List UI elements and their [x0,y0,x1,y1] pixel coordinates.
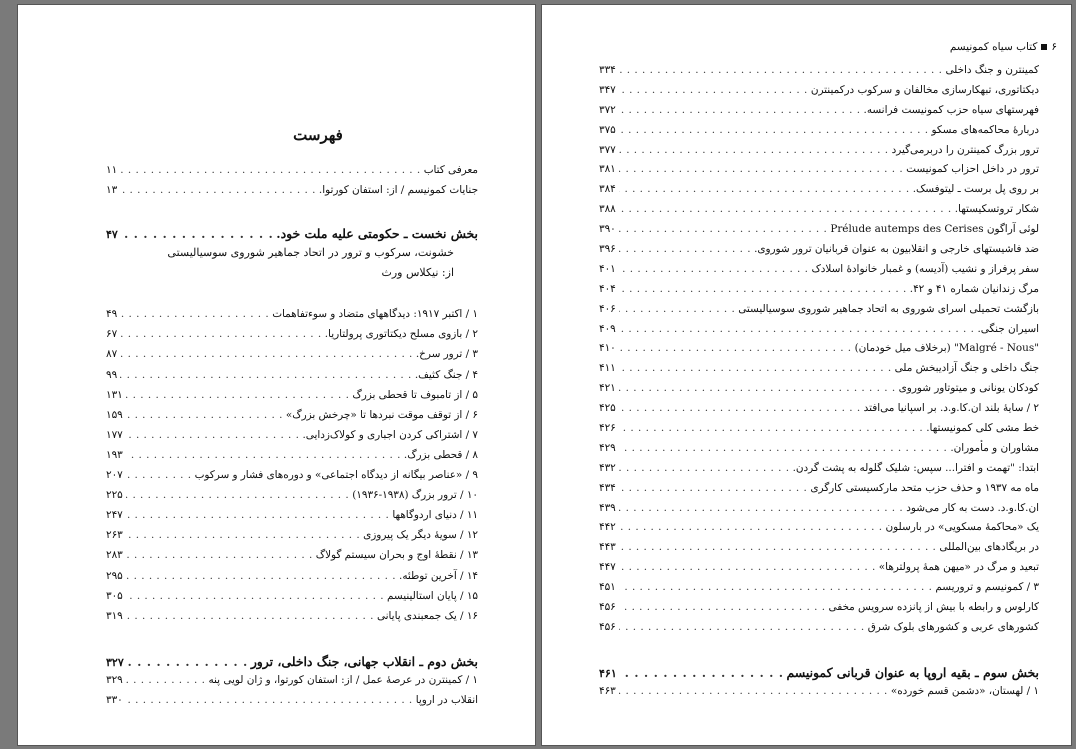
toc-entry: ۱ / کمینترن در عرصۀ عمل / از: استفان کورتوا، و ژان لویی پنه . . . ۳۲۹ [106,674,478,694]
toc-entry: ۵ / از تامبوف تا قحطی بزرگ . . . ۱۳۱ [106,389,478,409]
toc-entry: ۱۶ / یک جمعبندی پایانی . . . ۳۱۹ [106,610,478,630]
toc-entry: ضد فاشیستهای خارجی و انقلابیون به عنوان قربانیان ترور شوروی. . . . ۳۹۶ [599,243,1039,263]
book-title: کتاب سیاه کمونیسم [949,41,1038,53]
right-page [541,4,1072,746]
toc-entry: کودکان یونانی و میتوتاور شوروی . . . ۴۲۱ [599,382,1039,402]
toc-title: فهرست [293,126,343,144]
toc-entry: کمینترن و جنگ داخلی . . . ۳۳۴ [599,64,1039,84]
toc-entry: ترور در داخل احزاب کمونیست . . . ۳۸۱ [599,163,1039,183]
part1-author: از: نیکلاس ورث [381,266,454,280]
toc-entry: "Malgré - Nous" (برخلاف میل خودمان) . . . ۴۱۰ [599,342,1039,362]
toc-entry: ابتدا: "تهمت و افترا... سپس: شلیک گلوله به پشت گردن. . . . ۴۳۲ [599,462,1039,482]
toc-entry: ان.کا.و.د. دست به کار می‌شود . . . ۴۳۹ [599,502,1039,522]
toc-entry: جنگ داخلی و جنگ آزادیبخش ملی . . . ۴۱۱ [599,362,1039,382]
toc-entry: ۱۰ / ترور بزرگ (۱۹۳۸-۱۹۳۶) . . . ۲۲۵ [106,489,478,509]
part2-heading: بخش دوم ـ انقلاب جهانی، جنگ داخلی، ترور . . . ۳۲۷ [106,654,478,674]
toc-entry: ۱ / لهستان، «دشمن قسم خورده» . . . ۴۶۳ [599,685,1039,705]
toc-entry: ۳ / ترور سرخ. . . . ۸۷ [106,348,478,368]
toc-entry: جنایات کمونیسم / از: استفان کورتوا. . . . ۱۳ [106,184,478,204]
toc-entry: ماه مه ۱۹۳۷ و حذف حزب متحد مارکسیستی کارگری . . . ۴۳۴ [599,482,1039,502]
toc-entry: ۱۲ / سویۀ دیگر یک پیروزی . . . ۲۶۳ [106,529,478,549]
toc-entry: بازگشت تحمیلی اسرای شوروی به اتحاد جماهیر شوروی سوسیالیستی . . . ۴۰۶ [599,303,1039,323]
toc-entry: ۸ / قحطی بزرگ. . . . ۱۹۳ [106,449,478,469]
toc-entry: ترور بزرگ کمینترن را دربرمی‌گیرد . . . ۳۷۷ [599,144,1039,164]
toc-entry: خط مشی کلی کمونیستها. . . . ۴۲۶ [599,422,1039,442]
toc-entry: ۱۱ / دنیای اردوگاهها . . . ۲۴۷ [106,509,478,529]
toc-entry: ۲ / بازوی مسلح دیکتاتوری پرولتاریا. . . . ۶۷ [106,328,478,348]
running-head [950,41,1057,53]
toc-entry: ۷ / اشتراکی کردن اجباری و کولاک‌زدایی. . . . ۱۷۷ [106,429,478,449]
toc-entry: تبعید و مرگ در «میهن همۀ پرولترها» . . . ۴۴۷ [599,561,1039,581]
toc-entry: انقلاب در اروپا . . . ۳۳۰ [106,694,478,714]
square-bullet-icon [1041,44,1047,50]
page-number: ۶ [1051,41,1057,53]
toc-entry: اسیران جنگی. . . . ۴۰۹ [599,323,1039,343]
toc-entry: دربارۀ محاکمه‌های مسکو . . . ۳۷۵ [599,124,1039,144]
part3-heading: بخش سوم ـ بقیه اروپا به عنوان قربانی کمونیسم . . . ۴۶۱ [599,665,1039,685]
toc-entry: ۱۵ / پایان استالینیسم . . . ۳۰۵ [106,590,478,610]
toc-entry: یک «محاکمۀ مسکویی» در بارسلون . . . ۴۴۲ [599,521,1039,541]
toc-entry: ۶ / از توقف موقت نبردها تا «چرخش بزرگ» . . . ۱۵۹ [106,409,478,429]
toc-entry: ۳ / کمونیسم و تروریسم . . . ۴۵۱ [599,581,1039,601]
toc-entry: لوئی آراگون Prélude autemps des Cerises . . . ۳۹۰ [599,223,1039,243]
toc-entry: سفر پرفراز و نشیب (آدیسه) و غمبار خانوادۀ اسلادک . . . ۴۰۱ [599,263,1039,283]
right-toc [599,64,1039,705]
toc-entry: دیکتاتوری، تبهکارسازی مخالفان و سرکوب درکمینترن . . . ۳۴۷ [599,84,1039,104]
left-toc [106,164,478,714]
toc-entry: ۲ / سایۀ بلند ان.کا.و.د. بر اسپانیا می‌افتد . . . ۴۲۵ [599,402,1039,422]
toc-entry: معرفی کتاب . . . ۱۱ [106,164,478,184]
toc-entry: ۱۴ / آخرین توطئه. . . . ۲۹۵ [106,570,478,590]
left-page [17,4,536,746]
toc-entry: فهرستهای سیاه حزب کمونیست فرانسه. . . . ۳۷۲ [599,104,1039,124]
toc-entry: ۴ / جنگ کثیف. . . . ۹۹ [106,369,478,389]
toc-entry: ۹ / «عناصر بیگانه از دیدگاه اجتماعی» و دوره‌های فشار و سرکوب . . . ۲۰۷ [106,469,478,489]
toc-entry: ۱ / اکتبر ۱۹۱۷: دیدگاههای متضاد و سوء‌تفاهمات . . . ۴۹ [106,308,478,328]
toc-entry: کارلوس و رابطه با بیش از پانزده سرویس مخفی . . . ۴۵۶ [599,601,1039,621]
toc-entry: شکار تروتسکیستها. . . . ۳۸۸ [599,203,1039,223]
toc-entry: کشورهای عربی و کشورهای بلوک شرق . . . ۴۵۶ [599,621,1039,641]
part1-subtitle: خشونت، سرکوب و ترور در اتحاد جماهیر شوروی سوسیالیستی [167,246,454,260]
toc-entry: مرگ زندانیان شماره ۴۱ و ۴۲. . . . ۴۰۴ [599,283,1039,303]
toc-entry: در بریگادهای بین‌المللی . . . ۴۴۳ [599,541,1039,561]
toc-entry: بر روی پل برست ـ لیتوفسک. . . . ۳۸۴ [599,183,1039,203]
part1-heading: بخش نخست ـ حکومتی علیه ملت خود. . . . ۴۷ [106,226,478,246]
toc-entry: ۱۳ / نقطۀ اوج و بحران سیستم گولاگ . . . ۲۸۳ [106,549,478,569]
toc-entry: مشاوران و مأموران. . . . ۴۲۹ [599,442,1039,462]
